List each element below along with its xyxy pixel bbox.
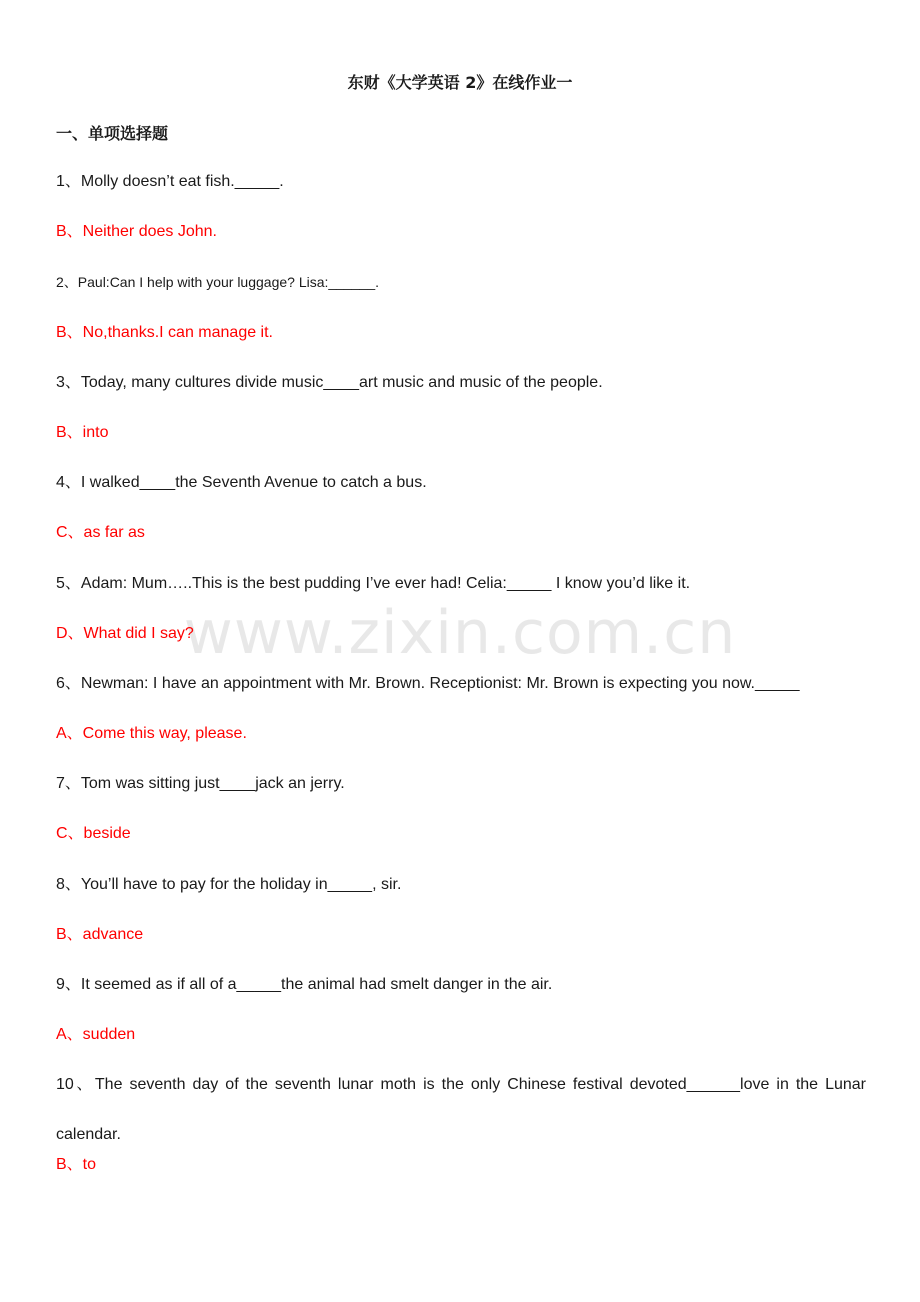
question-9: 9、It seemed as if all of a_____the animal had smelt danger in the air.: [56, 976, 553, 993]
question-8: 8、You’ll have to pay for the holiday in_____, sir.: [56, 875, 402, 893]
watermark: www.zixin.com.cn: [183, 598, 737, 668]
question-1: 1、Molly doesn’t eat fish._____.: [56, 173, 284, 190]
answer-10: B、to: [56, 1156, 97, 1174]
answer-2: B、No,thanks.I can manage it.: [56, 323, 274, 341]
section-heading: 一、单项选择题: [56, 124, 169, 143]
document-title: 东财《大学英语 2》在线作业一: [347, 73, 573, 92]
answer-7: C、beside: [56, 825, 131, 843]
question-4: 4、I walked____the Seventh Avenue to catch a bus.: [56, 474, 427, 492]
question-3: 3、Today, many cultures divide music____art music and music of the people.: [56, 373, 603, 391]
answer-1: B、Neither does John.: [56, 223, 217, 241]
question-7: 7、Tom was sitting just____jack an jerry.: [56, 775, 345, 793]
answer-5: D、What did I say?: [56, 624, 194, 642]
question-10: 10、The seventh day of the seventh lunar moth is the only Chinese festival devoted______love in the Lunar calendar.: [56, 1076, 866, 1144]
answer-9: A、sudden: [56, 1026, 136, 1044]
answer-4: C、as far as: [56, 524, 145, 542]
question-list: [56, 172, 866, 1206]
question-5: 5、Adam: Mum…..This is the best pudding I’ve ever had! Celia:_____ I know you’d like it.: [56, 574, 691, 592]
answer-8: B、advance: [56, 925, 144, 943]
question-2: 2、Paul:Can I help with your luggage? Lisa:______.: [56, 274, 379, 291]
answer-6: A、Come this way, please.: [56, 725, 247, 743]
question-6: 6、Newman: I have an appointment with Mr. Brown. Receptionist: Mr. Brown is expecting you now._____: [56, 674, 800, 692]
answer-3: B、into: [56, 423, 109, 441]
